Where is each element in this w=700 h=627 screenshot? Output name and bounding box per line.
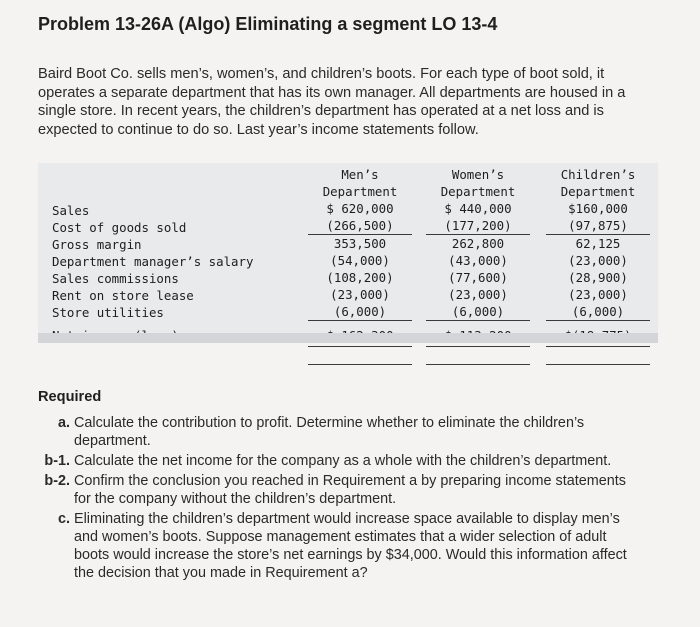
cell-gross-margin: 262,800 [451, 236, 505, 251]
problem-intro: Baird Boot Co. sells men’s, women’s, and children’s boots. For each type of boot sold, it operates a separate department that has its own manager. All departments are housed in a single store. In recent years, the children’s department has operated at a net loss and is expected to continue to do so. Last year’s income statements follow. [38, 66, 626, 138]
requirement-text: Confirm the conclusion you reached in Requirement a by preparing income statements for the company without the children’s department. [74, 473, 626, 507]
requirement-label: c. [57, 511, 70, 527]
requirement-text: Calculate the net income for the company as a whole with the children’s department. [74, 453, 612, 469]
row-label-gross-margin: Gross margin [52, 237, 142, 252]
table-footer-bar [38, 333, 658, 343]
cell-utilities: (6,000) [546, 303, 650, 321]
cell-cogs: (266,500) [308, 217, 412, 235]
column-header: Women’s [451, 167, 505, 182]
cell-manager-salary: (23,000) [568, 253, 628, 268]
requirement-label: b-2. [44, 473, 70, 489]
column-header: Children’s [560, 167, 636, 182]
row-label-rent: Rent on store lease [52, 288, 194, 303]
requirement-b1 [38, 452, 638, 470]
requirement-c [38, 510, 638, 582]
cell-sales-commissions: (28,900) [568, 270, 628, 285]
requirement-label: b-1. [44, 453, 70, 469]
requirement-label: a. [57, 415, 70, 431]
row-label-sales-commissions: Sales commissions [52, 271, 179, 286]
row-label-manager-salary: Department manager’s salary [52, 254, 254, 269]
double-underline [426, 346, 530, 365]
cell-sales: $ 440,000 [444, 201, 512, 216]
requirement-b2 [38, 472, 638, 508]
problem-title: Problem 13-26A (Algo) Eliminating a segment LO 13-4 [38, 14, 498, 34]
cell-utilities: (6,000) [308, 303, 412, 321]
income-statement-table [38, 163, 658, 343]
row-label-cogs: Cost of goods sold [52, 220, 187, 235]
required-heading: Required [38, 389, 102, 405]
row-label-sales: Sales [52, 203, 90, 218]
cell-cogs: (177,200) [426, 217, 530, 235]
cell-sales-commissions: (77,600) [448, 270, 508, 285]
row-label-utilities: Store utilities [52, 305, 164, 320]
cell-manager-salary: (43,000) [448, 253, 508, 268]
cell-sales-commissions: (108,200) [326, 270, 394, 285]
cell-rent: (23,000) [448, 287, 508, 302]
cell-sales: $160,000 [568, 201, 628, 216]
column-header: Department [322, 184, 398, 199]
requirement-a [38, 414, 638, 450]
cell-rent: (23,000) [330, 287, 390, 302]
requirement-text: Eliminating the children’s department would increase space available to display men’s and women’s boots. Suppose management estimates that a wider selection of adult boots would increase the store’s net earnings by $34,000. Would this information affect the decision that you made in Requirement a? [74, 511, 627, 581]
cell-manager-salary: (54,000) [330, 253, 390, 268]
row-labels [52, 202, 253, 344]
double-underline [308, 346, 412, 365]
requirement-text: Calculate the contribution to profit. Determine whether to eliminate the children’s department. [74, 415, 585, 449]
column-header: Department [560, 184, 636, 199]
cell-rent: (23,000) [568, 287, 628, 302]
requirements-list [38, 414, 638, 584]
column-header: Men’s [341, 167, 379, 182]
double-underline [546, 346, 650, 365]
cell-sales: $ 620,000 [326, 201, 394, 216]
cell-gross-margin: 62,125 [575, 236, 621, 251]
column-header: Department [440, 184, 516, 199]
cell-gross-margin: 353,500 [333, 236, 387, 251]
cell-cogs: (97,875) [546, 217, 650, 235]
cell-utilities: (6,000) [426, 303, 530, 321]
